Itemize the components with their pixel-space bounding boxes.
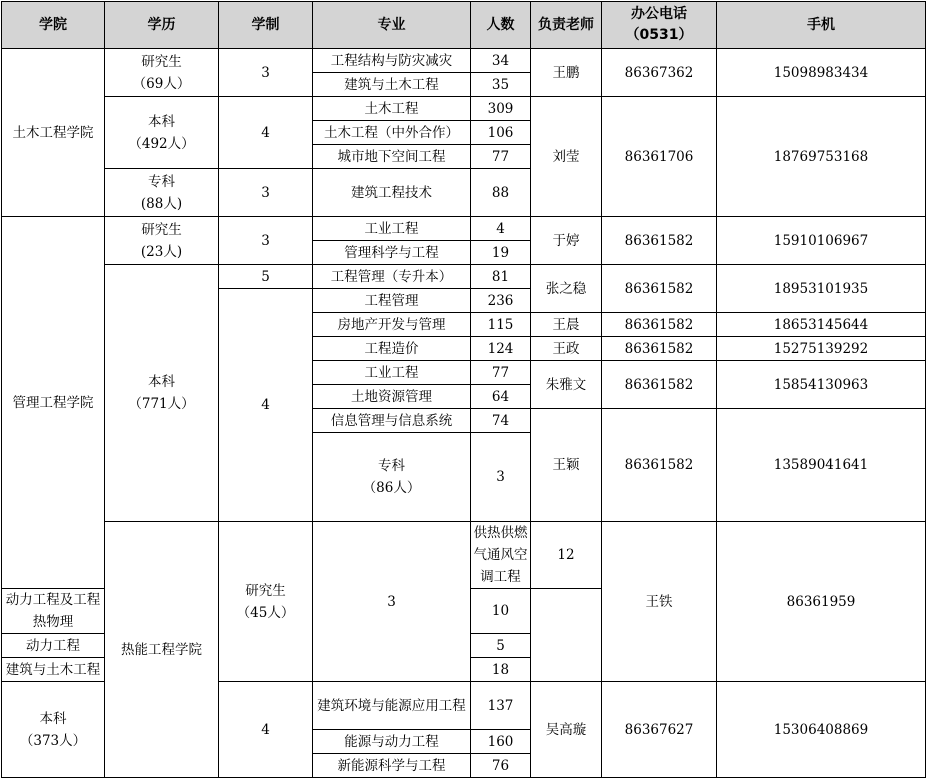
count-cell: 19 xyxy=(471,241,531,265)
degree-label: 研究生 xyxy=(141,53,182,70)
major-cell: 工业工程 xyxy=(313,217,471,241)
count-cell: 74 xyxy=(471,409,531,433)
years-cell: 4 xyxy=(219,682,313,778)
college-cell: 土木工程学院 xyxy=(2,49,105,217)
office-phone-cell: 86361582 xyxy=(602,313,717,337)
teacher-cell: 王晨 xyxy=(531,313,602,337)
count-cell: 35 xyxy=(471,73,531,97)
major-cell: 能源与动力工程 xyxy=(313,730,471,754)
degree-count: （69人） xyxy=(132,75,191,92)
major-cell: 动力工程及工程热物理 xyxy=(2,589,105,634)
enrollment-contact-table xyxy=(1,1,926,778)
office-phone-cell: 86367627 xyxy=(602,682,717,778)
mobile-cell: 15910106967 xyxy=(717,217,926,265)
count-cell: 12 xyxy=(531,522,602,589)
degree-count: （771人） xyxy=(128,396,195,412)
table-row xyxy=(2,217,926,241)
header-years: 学制 xyxy=(219,2,313,49)
teacher-cell: 吴高璇 xyxy=(531,682,602,778)
office-phone-cell: 86361959 xyxy=(717,522,926,682)
major-cell: 工业工程 xyxy=(313,361,471,385)
degree-cell xyxy=(105,97,219,169)
header-row xyxy=(2,2,926,49)
college-cell: 热能工程学院 xyxy=(105,522,219,778)
header-office-label: 办公电话 xyxy=(631,6,687,22)
major-cell: 土木工程 xyxy=(313,97,471,121)
degree-cell xyxy=(2,682,105,778)
degree-label: 研究生 xyxy=(141,221,182,238)
teacher-cell: 张之稳 xyxy=(531,265,602,313)
mobile-cell: 18653145644 xyxy=(717,313,926,337)
degree-count: (88人) xyxy=(140,195,183,212)
years-cell: 3 xyxy=(219,49,313,97)
table-row xyxy=(2,49,926,73)
major-cell: 建筑与土木工程 xyxy=(313,73,471,97)
major-cell: 新能源科学与工程 xyxy=(313,754,471,778)
header-major: 专业 xyxy=(313,2,471,49)
college-cell: 管理工程学院 xyxy=(2,217,105,589)
degree-label: 本科 xyxy=(148,113,175,130)
mobile-cell: 13589041641 xyxy=(717,409,926,522)
count-cell: 137 xyxy=(471,682,531,730)
major-cell: 信息管理与信息系统 xyxy=(313,409,471,433)
teacher-cell: 王铁 xyxy=(602,522,717,682)
degree-count: （373人） xyxy=(19,732,87,749)
count-cell: 64 xyxy=(471,385,531,409)
header-teacher: 负责老师 xyxy=(531,2,602,49)
mobile-cell: 15275139292 xyxy=(717,337,926,361)
major-cell: 建筑与土木工程 xyxy=(2,658,105,682)
count-cell: 34 xyxy=(471,49,531,73)
major-cell: 管理科学与工程 xyxy=(313,241,471,265)
count-cell: 160 xyxy=(471,730,531,754)
office-phone-cell: 86361582 xyxy=(602,337,717,361)
mobile-cell: 15854130963 xyxy=(717,361,926,409)
degree-label: 本科 xyxy=(148,374,175,390)
major-cell: 工程结构与防灾减灾 xyxy=(313,49,471,73)
years-cell: 4 xyxy=(219,97,313,169)
major-cell: 工程造价 xyxy=(313,337,471,361)
years-cell: 3 xyxy=(471,433,531,522)
office-phone-cell: 86361582 xyxy=(602,361,717,409)
header-college: 学院 xyxy=(2,2,105,49)
office-phone-cell: 86361582 xyxy=(602,217,717,265)
teacher-cell: 刘莹 xyxy=(531,97,602,217)
years-cell: 3 xyxy=(313,522,471,682)
header-count: 人数 xyxy=(471,2,531,49)
degree-label: 研究生 xyxy=(245,582,286,599)
degree-label: 专科 xyxy=(148,173,175,190)
office-phone-cell: 86361582 xyxy=(602,265,717,313)
major-cell: 工程管理 xyxy=(313,289,471,313)
count-cell: 77 xyxy=(471,145,531,169)
header-mobile: 手机 xyxy=(717,2,926,49)
count-cell: 4 xyxy=(471,217,531,241)
major-cell: 土地资源管理 xyxy=(313,385,471,409)
count-cell: 88 xyxy=(471,169,531,217)
mobile-cell: 15306408869 xyxy=(717,682,926,778)
degree-count: (23人) xyxy=(140,243,183,260)
degree-cell xyxy=(105,265,219,522)
major-cell: 土木工程（中外合作） xyxy=(313,121,471,145)
degree-cell xyxy=(313,433,471,522)
count-cell: 77 xyxy=(471,361,531,385)
degree-cell xyxy=(105,217,219,265)
degree-cell xyxy=(105,49,219,97)
degree-label: 专科 xyxy=(378,458,405,474)
major-cell: 动力工程 xyxy=(2,634,105,658)
teacher-cell: 王鹏 xyxy=(531,49,602,97)
count-cell: 5 xyxy=(471,634,531,658)
major-cell: 城市地下空间工程 xyxy=(313,145,471,169)
teacher-cell: 王颖 xyxy=(531,409,602,522)
teacher-cell: 王政 xyxy=(531,337,602,361)
mobile-cell: 18953101935 xyxy=(717,265,926,313)
office-phone-cell: 86361582 xyxy=(602,409,717,522)
mobile-cell: 15098983434 xyxy=(717,49,926,97)
degree-cell xyxy=(219,522,313,682)
header-degree: 学历 xyxy=(105,2,219,49)
degree-count: （45人） xyxy=(236,604,295,621)
header-office-code: （0531） xyxy=(625,27,693,43)
years-cell: 5 xyxy=(219,265,313,289)
degree-cell xyxy=(105,169,219,217)
years-cell: 3 xyxy=(219,169,313,217)
table-row xyxy=(2,265,926,289)
count-cell: 76 xyxy=(471,754,531,778)
count-cell: 309 xyxy=(471,97,531,121)
degree-count: （86人） xyxy=(362,480,421,496)
count-cell: 124 xyxy=(471,337,531,361)
degree-count: （492人） xyxy=(128,135,195,152)
office-phone-cell: 86367362 xyxy=(602,49,717,97)
mobile-cell: 18769753168 xyxy=(717,97,926,217)
count-cell: 81 xyxy=(471,265,531,289)
count-cell: 115 xyxy=(471,313,531,337)
major-cell: 房地产开发与管理 xyxy=(313,313,471,337)
office-phone-cell: 86361706 xyxy=(602,97,717,217)
major-cell: 建筑工程技术 xyxy=(313,169,471,217)
count-cell: 10 xyxy=(471,589,531,634)
header-office-phone xyxy=(602,2,717,49)
major-cell: 供热供燃气通风空调工程 xyxy=(471,522,531,589)
count-cell: 18 xyxy=(471,658,531,682)
major-cell: 工程管理（专升本） xyxy=(313,265,471,289)
degree-label: 本科 xyxy=(39,710,67,727)
major-cell: 建筑环境与能源应用工程 xyxy=(313,682,471,730)
count-cell: 106 xyxy=(471,121,531,145)
teacher-cell: 朱雅文 xyxy=(531,361,602,409)
table-row xyxy=(2,522,926,589)
years-cell: 4 xyxy=(219,289,313,522)
table-row xyxy=(2,97,926,121)
count-cell: 236 xyxy=(471,289,531,313)
years-cell: 3 xyxy=(219,217,313,265)
teacher-cell: 于婷 xyxy=(531,217,602,265)
